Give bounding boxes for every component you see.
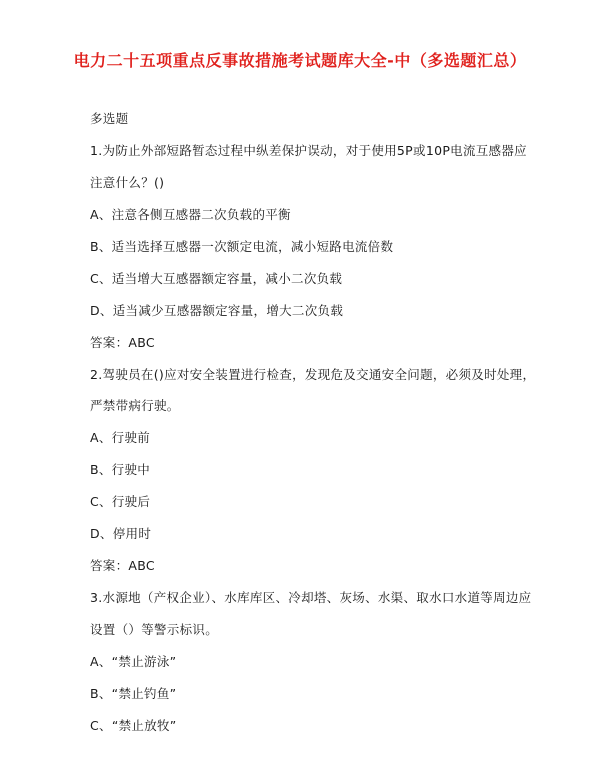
question-2-answer: 答案：ABC <box>90 558 155 573</box>
question-1-option-b: B、适当选择互感器一次额定电流，减小短路电流倍数 <box>90 239 394 254</box>
question-2-option-d: D、停用时 <box>90 526 152 541</box>
question-2-text-line2: 严禁带病行驶。 <box>90 398 180 413</box>
question-2-option-c: C、行驶后 <box>90 494 151 509</box>
question-3-option-c: C、“禁止放牧” <box>90 718 177 733</box>
question-2-option-a: A、行驶前 <box>90 430 151 445</box>
question-1-option-c: C、适当增大互感器额定容量，减小二次负载 <box>90 271 343 286</box>
question-1-option-d: D、适当减少互感器额定容量，增大二次负载 <box>90 303 344 318</box>
question-3-option-a: A、“禁止游泳” <box>90 654 177 669</box>
question-1-answer: 答案：ABC <box>90 335 155 350</box>
question-3-option-b: B、“禁止钓鱼” <box>90 686 177 701</box>
section-label: 多选题 <box>90 111 129 126</box>
document-title: 电力二十五项重点反事故措施考试题库大全-中（多选题汇总） <box>73 51 527 70</box>
question-1-text-line1: 1.为防止外部短路暂态过程中纵差保护误动，对于使用5P或10P电流互感器应 <box>90 143 527 158</box>
question-1-option-a: A、注意各侧互感器二次负载的平衡 <box>90 207 291 222</box>
question-1-text-line2: 注意什么？() <box>90 175 165 190</box>
question-3-text-line2: 设置（）等警示标识。 <box>90 622 219 637</box>
question-3-text-line1: 3.水源地（产权企业）、水库库区、冷却塔、灰场、水渠、取水口水道等周边应 <box>90 590 532 605</box>
question-2-option-b: B、行驶中 <box>90 462 151 477</box>
question-2-text-line1: 2.驾驶员在()应对安全装置进行检查，发现危及交通安全问题，必须及时处理， <box>90 367 536 382</box>
